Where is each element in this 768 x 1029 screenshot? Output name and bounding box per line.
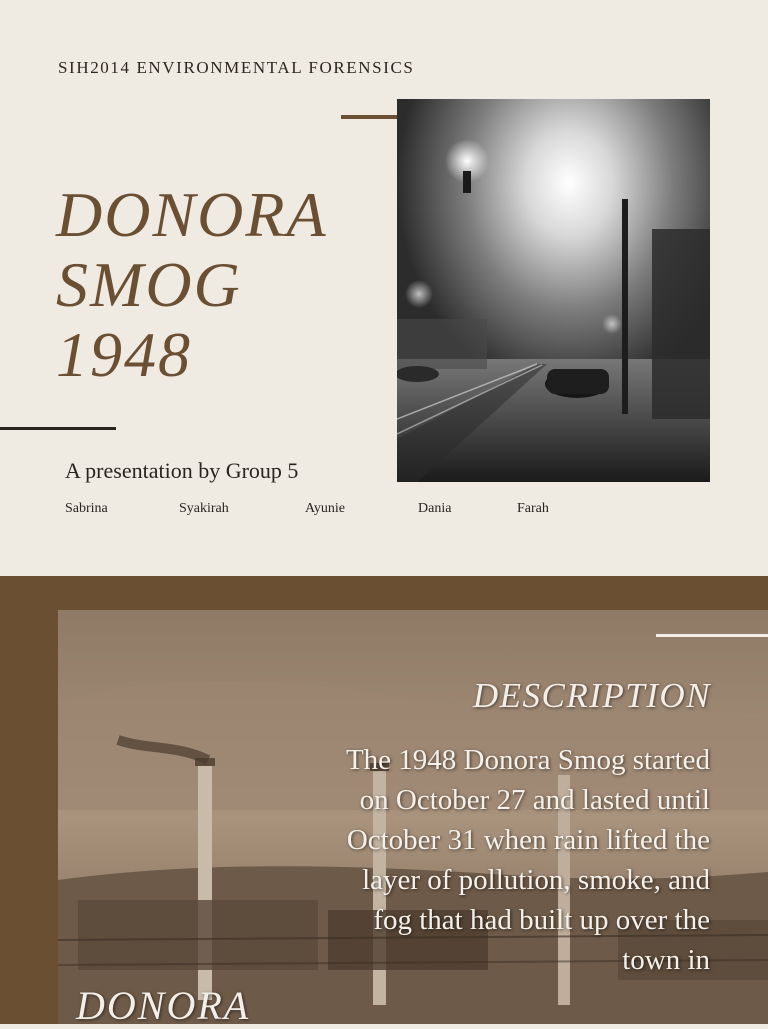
foggy-street-illustration [397, 99, 710, 482]
member-name: Syakirah [179, 501, 229, 516]
description-body: The 1948 Donora Smog started on October 27 and lasted until October 31 when rain lifted the layer of pollution, smoke, and fog that had built up over the town in [345, 744, 710, 976]
title-line: 1948 [56, 319, 192, 390]
member-name: Sabrina [65, 501, 108, 516]
byline: A presentation by Group 5 [65, 458, 299, 483]
presentation-title [56, 180, 328, 390]
course-label: SIH2014 ENVIRONMENTAL FORENSICS [58, 58, 415, 77]
member-name: Dania [418, 501, 452, 516]
title-line: SMOG [56, 249, 242, 320]
member-name: Farah [517, 501, 549, 516]
light-accent-rule [656, 634, 768, 637]
member-name: Ayunie [305, 501, 345, 516]
divider-rule [0, 427, 116, 430]
overlay-title: DONORA [76, 983, 251, 1028]
title-line: DONORA [56, 179, 328, 250]
description-heading: DESCRIPTION [472, 676, 711, 715]
foggy-street-photo [397, 99, 710, 482]
